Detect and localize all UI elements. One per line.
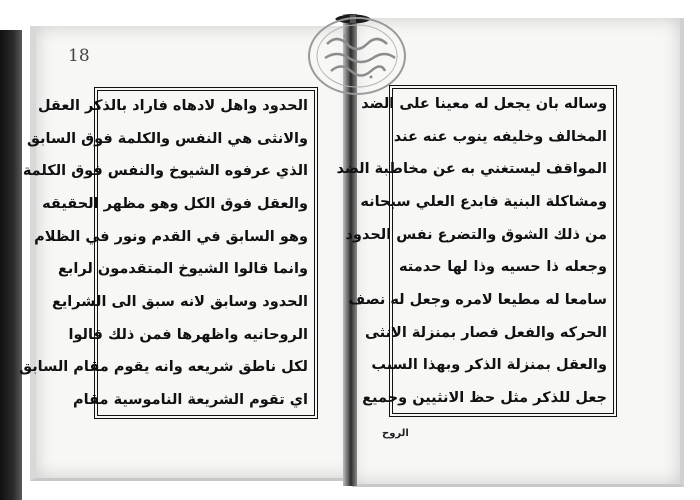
text-line: وساله بان يجعل له معينا على الضد (361, 96, 607, 112)
text-line: الحدود وسابق لانه سبق الى الشرايع (51, 293, 308, 310)
left-text-block (19, 90, 315, 416)
text-line: الحدود واهل لادهاه فاراد بالذكر العقل (37, 98, 308, 114)
text-line: والعقل بمنزلة الذكر وبهذا السبب (371, 357, 607, 374)
text-line: المخالف وخليفه ينوب عنه عند (393, 128, 607, 145)
catchword: الروح (382, 428, 409, 439)
text-line: وجعله ذا حسيه وذا لها حدمته (399, 259, 607, 276)
text-line: سامعا له مطيعا لامره وجعل له نصف (348, 291, 607, 308)
text-line: لكل ناطق شريعه وانه يقوم مقام السابق (19, 359, 308, 376)
library-seal-stamp (305, 14, 409, 98)
text-line: وانما قالوا الشيوخ المتقدمون لرابع (58, 261, 308, 278)
text-line: الحركه والفعل فصار بمنزلة الانثى (364, 324, 607, 341)
right-text-block (336, 88, 614, 414)
text-line: جعل للذكر مثل حظ الانثيين وجميع (362, 389, 607, 406)
text-line: ومشاكلة البنية فابدع العلي سبحانه (360, 193, 607, 210)
text-line: وهو السابق في القدم ونور في الظلام (34, 228, 308, 245)
text-line: الروحانيه واظهرها فمن ذلك قالوا (68, 326, 308, 343)
page-number: 18 (68, 46, 90, 66)
text-line: الذي عرفوه الشيوخ والنفس فوق الكلمة (22, 163, 308, 180)
text-line: من ذلك الشوق والتضرع نفس الحدود (345, 226, 607, 243)
text-line: والانثى هي النفس والكلمة فوق السابق (26, 130, 308, 147)
binding-edge (0, 30, 22, 500)
text-line: اي تقوم الشريعة الناموسية مقام (73, 391, 308, 408)
text-line: المواقف ليستغني به عن مخاطبة الضد (336, 161, 607, 178)
text-line: والعقل فوق الكل وهو مظهر الحقيقه (42, 195, 308, 212)
